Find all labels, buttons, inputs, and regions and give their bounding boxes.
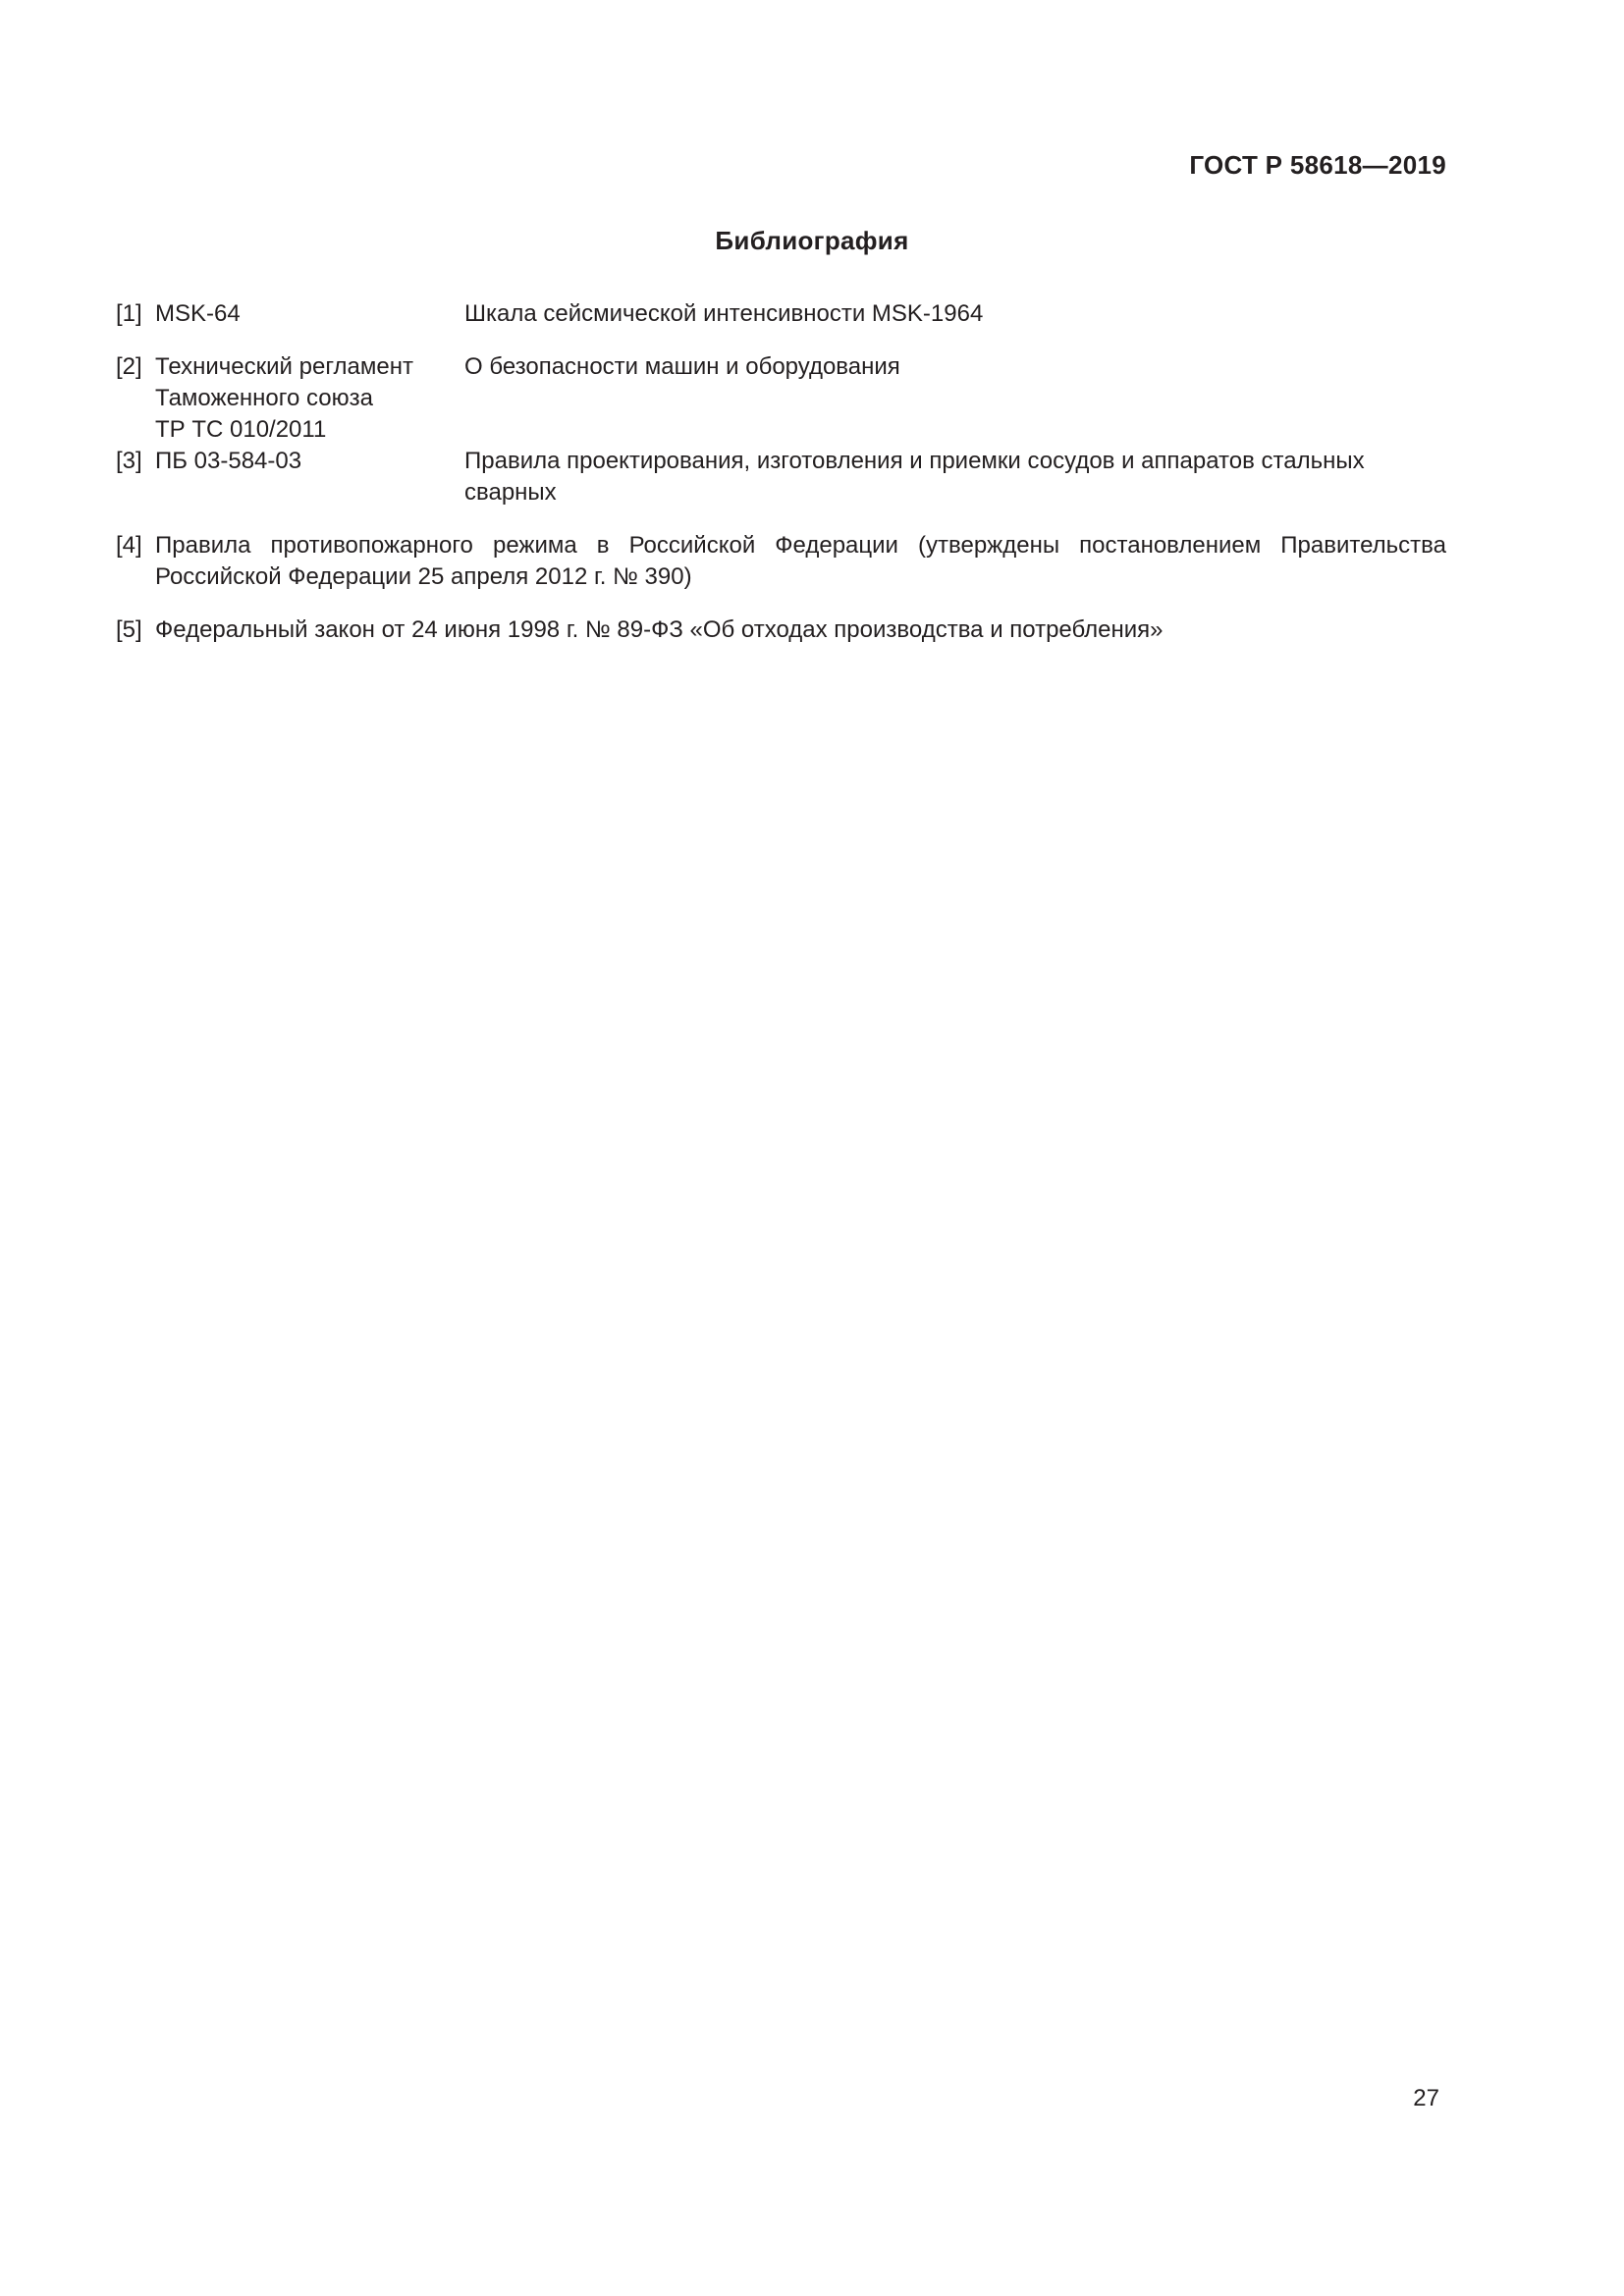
entry-number: [5] — [116, 616, 142, 643]
entry-reference-line: ТР ТС 010/2011 — [155, 416, 327, 443]
entry-text: Федеральный закон от 24 июня 1998 г. № 89-ФЗ «Об отходах производства и потребления» — [155, 616, 1164, 643]
entry-number: [3] — [116, 448, 142, 474]
entry-number: [2] — [116, 353, 142, 380]
page-number: 27 — [1413, 2085, 1439, 2111]
entry-reference — [155, 351, 464, 446]
bibliography-entry-2 — [116, 351, 1446, 446]
bibliography-entry-3 — [116, 446, 1446, 508]
entry-reference: ПБ 03-584-03 — [155, 448, 302, 474]
bibliography-entry-4 — [116, 530, 1446, 593]
entry-number: [1] — [116, 300, 142, 327]
entry-number: [4] — [116, 532, 142, 559]
document-code: ГОСТ Р 58618—2019 — [1189, 150, 1446, 180]
entry-description: О безопасности машин и оборудования — [464, 353, 900, 380]
section-title: Библиография — [715, 226, 909, 255]
entry-reference-line: Технический регламент — [155, 353, 413, 380]
entry-reference: MSK-64 — [155, 300, 241, 327]
entry-description: Шкала сейсмической интенсивности MSK-1964 — [464, 300, 984, 327]
entry-description: Правила проектирования, изготовления и приемки сосудов и аппаратов стальных сварных — [464, 448, 1365, 506]
bibliography-entry-5 — [116, 614, 1446, 646]
entry-text: Правила противопожарного режима в Российской Федерации (утверждены постановлением Правительства Российской Федерации 25 апреля 2012 г. № 390) — [155, 532, 1446, 590]
entry-reference-line: Таможенного союза — [155, 385, 373, 411]
bibliography-entry-1 — [116, 298, 1446, 330]
bibliography-list — [116, 298, 1446, 646]
